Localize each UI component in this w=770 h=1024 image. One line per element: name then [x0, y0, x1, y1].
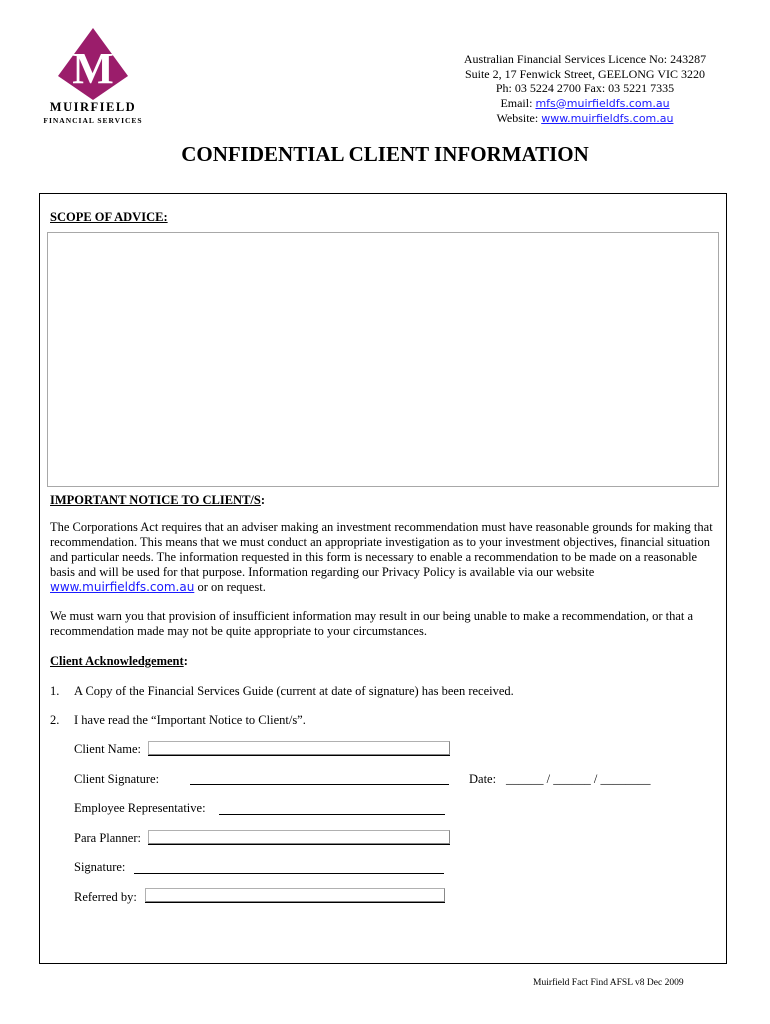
- client-signature-line[interactable]: [190, 784, 449, 785]
- diamond-logo-icon: [58, 28, 128, 100]
- para-planner-underline: [148, 844, 450, 845]
- acknowledgement-heading-colon: :: [183, 654, 188, 668]
- signature-line[interactable]: [134, 873, 444, 874]
- referred-by-underline: [145, 902, 445, 903]
- ack-item-2-text: I have read the “Important Notice to Client/s”.: [74, 713, 306, 727]
- email-link[interactable]: mfs@muirfieldfs.com.au: [535, 96, 670, 110]
- email-label: Email:: [500, 95, 533, 110]
- employee-representative-label: Employee Representative:: [74, 801, 206, 815]
- logo-name: MUIRFIELD: [49, 100, 137, 114]
- para-planner-input[interactable]: [148, 830, 450, 844]
- client-name-label: Client Name:: [74, 742, 141, 756]
- contact-block: [420, 52, 750, 127]
- acknowledgement-heading: [50, 654, 188, 669]
- client-signature-label: Client Signature:: [74, 772, 160, 786]
- email-line: [420, 96, 750, 112]
- notice-paragraph-2: We must warn you that provision of insufficient information may result in our being unable to make a recommendation, or that a recommendation made may not be quite appropriate to your circumstances.: [50, 609, 694, 638]
- company-logo: [38, 28, 148, 128]
- ack-item-1-number: 1.: [50, 684, 60, 698]
- scope-heading-text: SCOPE OF ADVICE:: [50, 210, 168, 224]
- privacy-website-link[interactable]: www.muirfieldfs.com.au: [50, 580, 195, 594]
- scope-heading: [50, 210, 168, 225]
- client-name-input[interactable]: [148, 741, 450, 755]
- referred-by-input[interactable]: [145, 888, 445, 902]
- document-title: CONFIDENTIAL CLIENT INFORMATION: [181, 142, 589, 166]
- logo-subtitle: FINANCIAL SERVICES: [43, 116, 143, 125]
- notice-paragraph-1: [50, 520, 715, 595]
- notice-text-a: The Corporations Act requires that an adviser making an investment recommendation must have reasonable grounds for making that recommendation. This means that we must conduct an appropriate investigation as to your investment objectives, financial situation and particular needs. The information requested in this form is necessary to enable a recommendation to be made on a reasonable basis and will be used for that purpose. Information regarding our Privacy Policy is available via our website: [50, 520, 713, 579]
- date-blanks[interactable]: ______ / ______ / ________: [506, 772, 651, 786]
- footer-version: Muirfield Fact Find AFSL v8 Dec 2009: [533, 978, 684, 988]
- employee-representative-line[interactable]: [219, 814, 445, 815]
- scope-of-advice-field[interactable]: [47, 232, 719, 487]
- licence-line: Australian Financial Services Licence No: 243287: [463, 52, 707, 66]
- ack-item-2-number: 2.: [50, 713, 60, 727]
- address-line: Suite 2, 17 Fenwick Street, GEELONG VIC 3220: [464, 66, 706, 81]
- referred-by-label: Referred by:: [74, 890, 137, 904]
- signature-label: Signature:: [74, 860, 126, 874]
- para-planner-label: Para Planner:: [74, 831, 141, 845]
- website-link[interactable]: www.muirfieldfs.com.au: [541, 112, 674, 125]
- logo-letter: M: [72, 44, 114, 93]
- acknowledgement-heading-text: Client Acknowledgement: [50, 654, 184, 668]
- notice-heading: [50, 493, 265, 508]
- notice-heading-text: IMPORTANT NOTICE TO CLIENT/S: [50, 493, 261, 507]
- client-name-underline: [148, 755, 450, 756]
- ack-item-1-text: A Copy of the Financial Services Guide (current at date of signature) has been received.: [74, 684, 514, 698]
- date-label: Date:: [469, 772, 497, 786]
- notice-heading-colon: :: [260, 493, 266, 507]
- website-line: [420, 111, 750, 127]
- website-label: Website:: [496, 111, 539, 125]
- phone-fax-line: Ph: 03 5224 2700 Fax: 03 5221 7335: [495, 81, 675, 95]
- notice-text-b: or on request.: [194, 580, 266, 594]
